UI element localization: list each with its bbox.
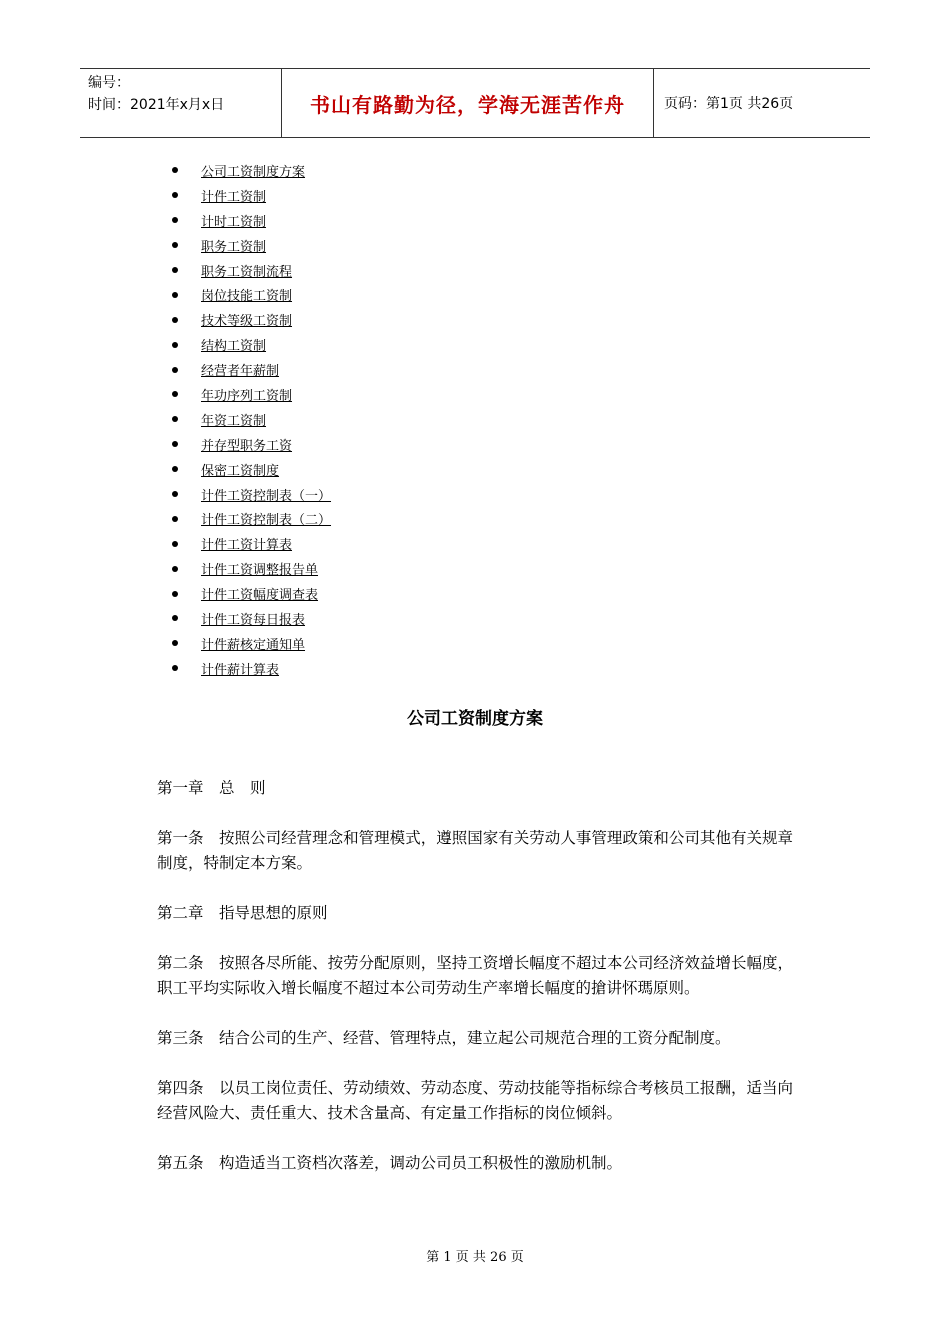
bullet-icon: [172, 441, 178, 447]
bullet-icon: [172, 317, 178, 323]
toc-item: [172, 307, 331, 332]
toc-item: [172, 208, 331, 233]
bullet-icon: [172, 491, 178, 497]
bullet-icon: [172, 242, 178, 248]
toc-item: [172, 631, 331, 656]
bullet-icon: [172, 591, 178, 597]
toc-item: [172, 432, 331, 457]
header-motto: 书山有路勤为径，学海无涯苦作舟: [282, 69, 654, 137]
body-paragraph: 第四条 以员工岗位责任、劳动绩效、劳动态度、劳动技能等指标综合考核员工报酬，适当向经营风险大、责任重大、技术含量高、有定量工作指标的岗位倾斜。: [157, 1079, 793, 1122]
toc-item: [172, 482, 331, 507]
toc-item: [172, 606, 331, 631]
toc-item: [172, 158, 331, 183]
toc-item: [172, 332, 331, 357]
toc-link[interactable]: 职务工资制流程: [201, 264, 293, 280]
toc-item: [172, 407, 331, 432]
toc-item: [172, 382, 331, 407]
bullet-icon: [172, 665, 178, 671]
toc-link[interactable]: 并存型职务工资: [201, 438, 293, 454]
toc-link[interactable]: 计件工资幅度调查表: [201, 588, 319, 604]
body-paragraph: 第三条 结合公司的生产、经营、管理特点，建立起公司规范合理的工资分配制度。: [157, 1029, 731, 1047]
toc-link[interactable]: 保密工资制度: [201, 463, 280, 479]
toc-link[interactable]: 计件工资控制表（二）: [201, 513, 332, 529]
bullet-icon: [172, 167, 178, 173]
bullet-icon: [172, 541, 178, 547]
document-body: [157, 776, 793, 1201]
document-date-label: 时间：2021年x月x日: [88, 97, 225, 113]
header-meta: [80, 69, 282, 137]
toc-link[interactable]: 结构工资制: [201, 339, 267, 355]
bullet-icon: [172, 516, 178, 522]
body-paragraph: 第一章 总 则: [157, 779, 266, 797]
bullet-icon: [172, 367, 178, 373]
bullet-icon: [172, 267, 178, 273]
toc-item: [172, 233, 331, 258]
toc-link[interactable]: 计件工资制: [201, 189, 267, 205]
bullet-icon: [172, 640, 178, 646]
body-paragraph: 第二章 指导思想的原则: [157, 904, 328, 922]
toc-item: [172, 556, 331, 581]
toc-item: [172, 258, 331, 283]
document-number-label: 编号：: [88, 75, 130, 91]
toc-link[interactable]: 计时工资制: [201, 214, 267, 230]
table-of-contents: [172, 158, 331, 681]
body-paragraph: 第二条 按照各尽所能、按劳分配原则，坚持工资增长幅度不超过本公司经济效益增长幅度，职工平均实际收入增长幅度不超过本公司劳动生产率增长幅度的搶讲怀瑪原则。: [157, 954, 793, 997]
bullet-icon: [172, 342, 178, 348]
toc-item: [172, 656, 331, 681]
body-paragraph: 第一条 按照公司经营理念和管理模式，遵照国家有关劳动人事管理政策和公司其他有关规章制度，特制定本方案。: [157, 829, 793, 872]
toc-item: [172, 357, 331, 382]
bullet-icon: [172, 292, 178, 298]
header-page-info: 页码：第1页 共26页: [664, 96, 794, 112]
bullet-icon: [172, 466, 178, 472]
page-header: [80, 68, 870, 138]
bullet-icon: [172, 192, 178, 198]
toc-link[interactable]: 计件工资调整报告单: [201, 563, 319, 579]
toc-link[interactable]: 年功序列工资制: [201, 388, 293, 404]
toc-item: [172, 282, 331, 307]
bullet-icon: [172, 217, 178, 223]
toc-link[interactable]: 经营者年薪制: [201, 364, 280, 380]
toc-link[interactable]: 计件工资计算表: [201, 538, 293, 554]
toc-link[interactable]: 计件工资每日报表: [201, 612, 306, 628]
toc-item: [172, 183, 331, 208]
toc-link[interactable]: 计件薪计算表: [201, 662, 280, 678]
page-footer: 第 1 页 共 26 页: [426, 1250, 524, 1265]
body-paragraph: 第五条 构造适当工资档次落差，调动公司员工积极性的激励机制。: [157, 1154, 623, 1172]
toc-item: [172, 457, 331, 482]
toc-link[interactable]: 计件薪核定通知单: [201, 637, 306, 653]
bullet-icon: [172, 391, 178, 397]
document-title: 公司工资制度方案: [407, 709, 543, 729]
bullet-icon: [172, 416, 178, 422]
toc-link[interactable]: 年资工资制: [201, 413, 267, 429]
toc-link[interactable]: 技术等级工资制: [201, 314, 293, 330]
toc-item: [172, 581, 331, 606]
toc-link[interactable]: 岗位技能工资制: [201, 289, 293, 305]
bullet-icon: [172, 566, 178, 572]
toc-link[interactable]: 公司工资制度方案: [201, 164, 306, 180]
toc-item: [172, 531, 331, 556]
toc-link[interactable]: 职务工资制: [201, 239, 267, 255]
toc-item: [172, 506, 331, 531]
bullet-icon: [172, 615, 178, 621]
toc-link[interactable]: 计件工资控制表（一）: [201, 488, 332, 504]
